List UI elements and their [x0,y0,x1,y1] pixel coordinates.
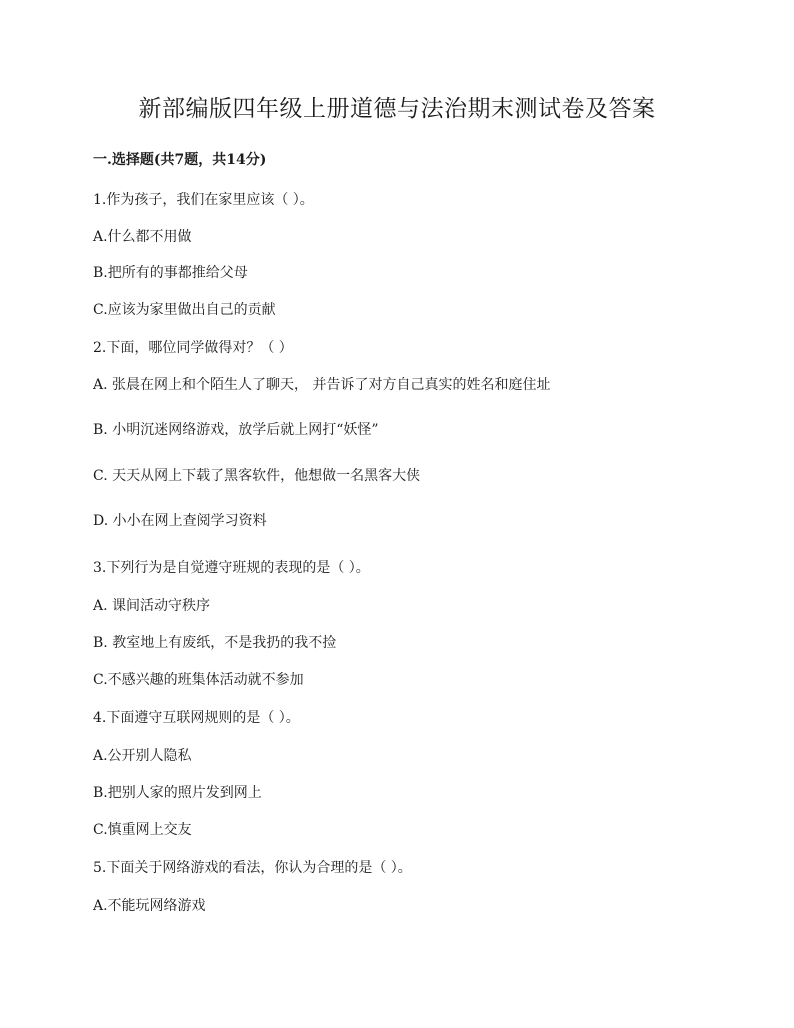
question-5-option-a: A.不能玩网络游戏 [93,898,206,914]
question-3-option-c: C.不感兴趣的班集体活动就不参加 [93,672,304,688]
section-heading: 一.选择题(共7题，共14分) [93,152,267,168]
question-2-option-a: A. 张晨在网上和个陌生人了聊天， 并告诉了对方自己真实的姓名和庭住址 [93,377,551,393]
question-2-stem: 2.下面，哪位同学做得对？（ ） [93,340,293,356]
question-4-option-b: B.把别人家的照片发到网上 [93,785,262,801]
question-4-stem: 4.下面遵守互联网规则的是（ ）。 [93,710,300,726]
question-4-option-c: C.慎重网上交友 [93,822,192,838]
question-2-option-b: B. 小明沉迷网络游戏，放学后就上网打“妖怪” [93,422,379,438]
question-1-option-a: A.什么都不用做 [93,229,192,245]
question-3-stem: 3.下列行为是自觉遵守班规的表现的是（ ）。 [93,560,370,576]
question-2-option-c: C. 天天从网上下载了黑客软件，他想做一名黑客大侠 [93,468,421,484]
question-5-stem: 5.下面关于网络游戏的看法，你认为合理的是（ ）。 [93,860,412,876]
question-1-option-b: B.把所有的事都推给父母 [93,265,248,281]
question-1-stem: 1.作为孩子，我们在家里应该（ ）。 [93,192,314,208]
document-title: 新部编版四年级上册道德与法治期末测试卷及答案 [138,96,656,122]
question-2-option-d: D. 小小在网上查阅学习资料 [93,513,267,529]
question-4-option-a: A.公开别人隐私 [93,748,192,764]
question-3-option-a: A. 课间活动守秩序 [93,598,211,614]
question-3-option-b: B. 教室地上有废纸，不是我扔的我不捡 [93,635,337,651]
question-1-option-c: C.应该为家里做出自己的贡献 [93,302,276,318]
